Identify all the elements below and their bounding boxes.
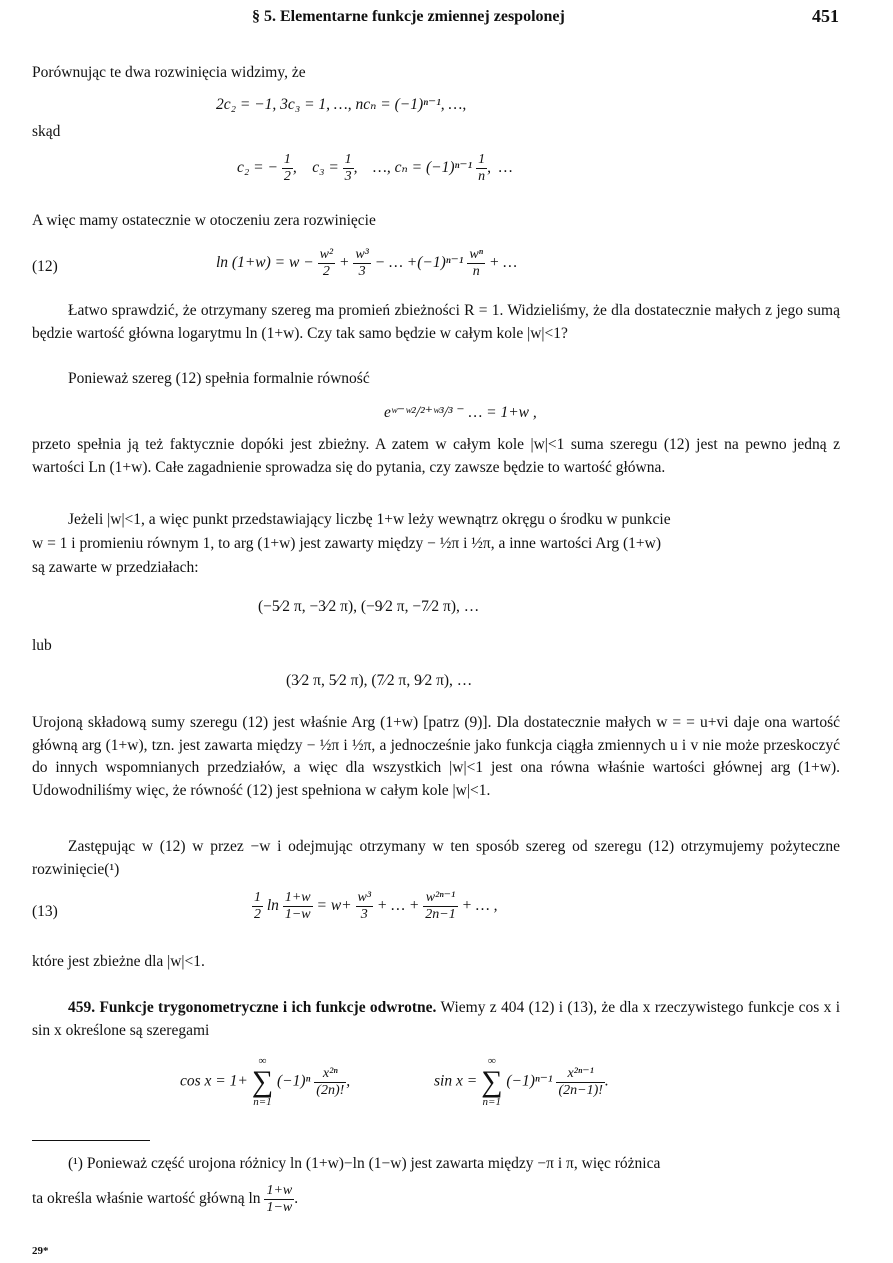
paragraph-convergence: przeto spełnia ją też faktycznie dopóki jest zbieżny. A zatem w całym kole |w|<1 suma szeregu (12) jest na pewno jedną z wartości Ln (1+w). Całe zagadnienie sprowadza się do pytania, czy zawsze będzie to wartość główna. (32, 436, 840, 476)
coefficients-equation: 2c₂ = −1, 3c₃ = 1, …, ncₙ = (−1)ⁿ⁻¹, …, (216, 96, 467, 113)
running-header: § 5. Elementarne funkcje zmiennej zespolonej (252, 8, 565, 25)
signature-mark: 29* (32, 1245, 49, 1257)
skad-text: skąd (32, 123, 61, 140)
paragraph-argument: Urojoną składową sumy szeregu (12) jest właśnie Arg (1+w) [patrz (9)]. Dla dostatecznie małych w = = u+vi daje ona wartość główną arg (1+w), tzn. jest zawarta między − ½π i ½π, a jednocześnie jako funkcja ciągła zmiennych u i v nie może przeskoczyć do innych wspomnianych przedziałów, a więc dla wszystkich |w|<1 jest ona równa właśnie wartości głównej arg (1+w). Udowodniliśmy więc, że równość (12) jest spełniona w całym kole |w|<1. (32, 714, 840, 799)
section-text: Wiemy z 404 (12) i (13), że dla x rzeczywistego funkcje cos x i sin x określone są szeregami (32, 999, 841, 1039)
paragraph-circle-b: w = 1 i promieniu równym 1, to arg (1+w) jest zawarty między − ½π i ½π, a inne wartości Arg (1+w) (32, 535, 662, 552)
cos-series: cos x = 1+ ∞ ∑ n=1 (−1)ⁿ $\frac{\text{x²ⁿ}}{(2n)!}$ , (180, 1055, 351, 1108)
page-number: 451 (812, 6, 839, 26)
paragraph-circle-c: są zawarte w przedziałach: (32, 559, 199, 576)
paragraph-substitution: Zastępując w (12) w przez −w i odejmując otrzymany w ten sposób szereg od szeregu (12) otrzymujemy pożyteczne rozwinięcie(¹) (32, 838, 840, 878)
equation-13: $\frac{1}{2}$ ln $\frac{1+w}{1-w}$ = w+ $\frac{\text{w³}}{3}$ + … + $\frac{\text{w²ⁿ⁻¹}}{2n-1}$ + … , (254, 890, 498, 922)
footnote-rule (32, 1140, 150, 1141)
sin-series: sin x = ∞ ∑ n=1 (−1)ⁿ⁻¹ $\frac{\text{x²ⁿ⁻¹}}{(2n-1)!}$ . (434, 1055, 609, 1108)
paragraph-formal: Ponieważ szereg (12) spełnia formalnie równość (68, 370, 370, 387)
equation-number-12: (12) (32, 258, 58, 275)
intervals-negative: (−5⁄2 π, −3⁄2 π), (−9⁄2 π, −7⁄2 π), … (258, 598, 480, 615)
section-title: Funkcje trygonometryczne i ich funkcje odwrotne. (99, 999, 437, 1016)
intervals-positive: (3⁄2 π, 5⁄2 π), (7⁄2 π, 9⁄2 π), … (286, 672, 473, 689)
cn-equation: c₂ = − $\frac{1}{2}$ , c₃ = $\frac{1}{3}$ , …, cₙ = (−1)ⁿ⁻¹ $\frac{1}{n}$ , … (237, 152, 513, 184)
intro-text: Porównując te dwa rozwinięcia widzimy, że (32, 64, 306, 81)
section-459 (32, 997, 840, 1042)
equation-12: ln (1+w) = w − $\frac{\text{w²}}{2}$ + $\frac{\text{w³}}{3}$ − … +(−1)ⁿ⁻¹ $\frac{\text{wⁿ}}{n}$ + … (216, 247, 518, 279)
paragraph-radius: Łatwo sprawdzić, że otrzymany szereg ma promień zbieżności R = 1. Widzieliśmy, że dla dostatecznie małych z jego sumą będzie wartość główna logarytmu ln (1+w). Czy tak samo będzie w całym kole |w|<1? (32, 302, 840, 342)
paragraph-circle-a: Jeżeli |w|<1, a więc punkt przedstawiający liczbę 1+w leży wewnątrz okręgu o środku w punkcie (68, 511, 671, 528)
section-number: 459. (68, 999, 96, 1016)
lub-text: lub (32, 637, 52, 654)
footnote-line-a: (¹) Ponieważ część urojona różnicy ln (1+w)−ln (1−w) jest zawarta między −π i π, więc różnica (68, 1155, 661, 1172)
exp-equation: eʷ⁻ʷ²/²⁺ʷ³/³ ⁻ … = 1+w , (384, 404, 537, 421)
final-text: A więc mamy ostatecznie w otoczeniu zera rozwinięcie (32, 212, 376, 229)
equation-number-13: (13) (32, 903, 58, 920)
footnote-line-b: ta określa właśnie wartość główną ln $\frac{1+w}{1-w}$ . (32, 1183, 299, 1215)
convergence-note: które jest zbieżne dla |w|<1. (32, 953, 205, 970)
